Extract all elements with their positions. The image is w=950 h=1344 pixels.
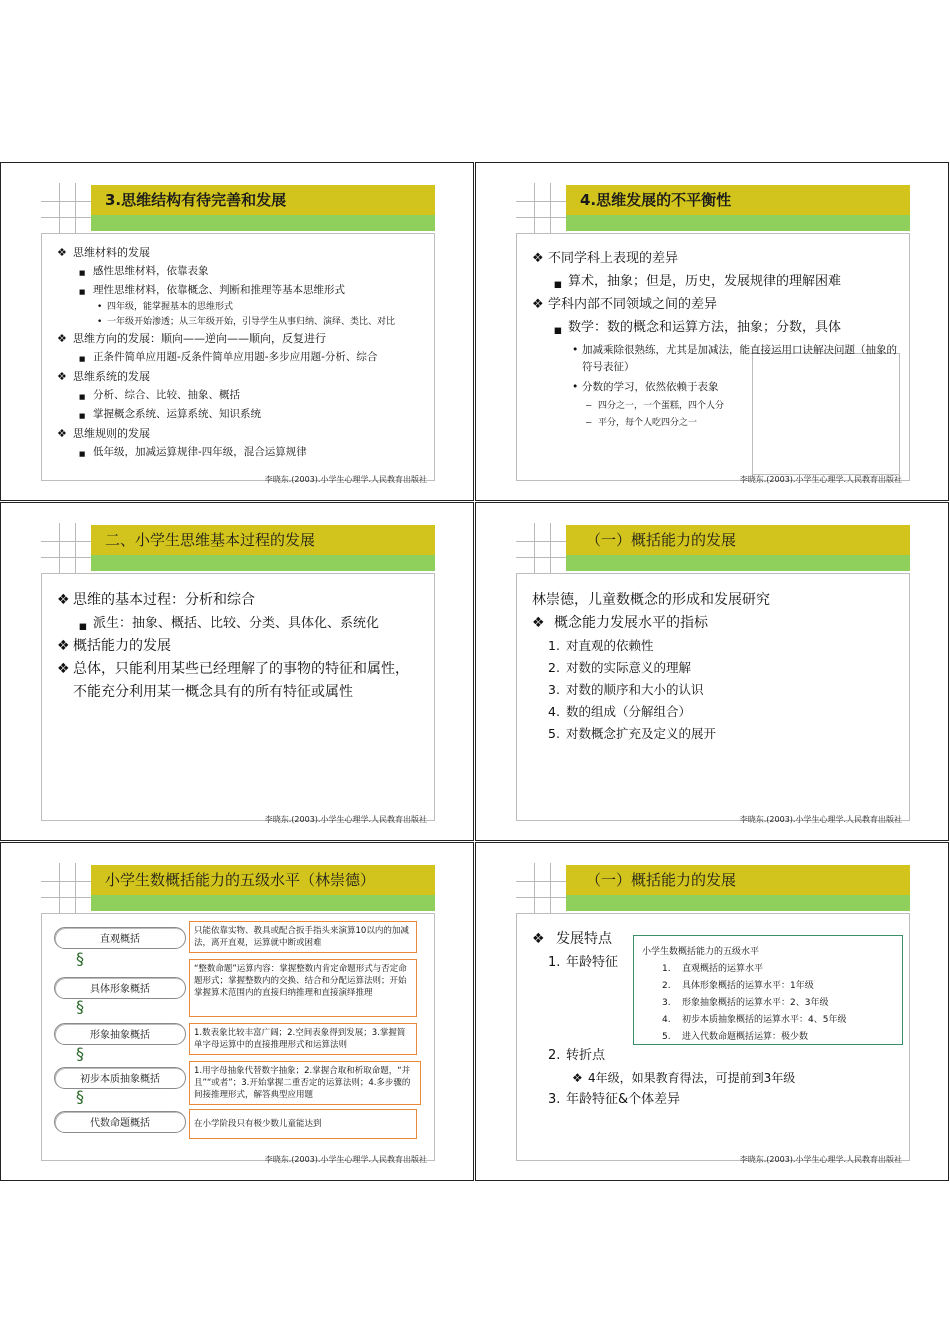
slide-title: （一）概括能力的发展: [586, 871, 737, 889]
accent-bar: [91, 215, 435, 231]
citation-footer: 李晓东.(2003).小学生心理学.人民教育出版社: [264, 815, 427, 824]
slide-body: [532, 589, 902, 745]
bullet: ■ 低年级，加减运算规律-四年级，混合运算规律: [57, 443, 427, 462]
grid-decoration: [41, 863, 93, 915]
slide-title: （一）概括能力的发展: [586, 531, 737, 549]
level-node: 初步本质抽象概括: [54, 1067, 186, 1089]
bullet: – 平分，每个人吃四分之一: [532, 415, 902, 432]
accent-bar: [566, 555, 910, 571]
slide-body: [57, 243, 427, 462]
link-icon: §: [76, 997, 84, 1016]
slide-title: 3.思维结构有待完善和发展: [105, 191, 287, 209]
slide-body: [532, 247, 902, 432]
level-node: 代数命题概括: [54, 1111, 186, 1133]
slide-2: [475, 162, 949, 501]
bullet: • 四年级，能掌握基本的思维形式: [57, 300, 427, 315]
box-item: 2. 具体形象概括的运算水平：1年级: [662, 981, 814, 991]
box-item: 5. 进入代数命题概括运算：极少数: [662, 1032, 809, 1042]
level-description: 1.数表象比较丰富广阔；2.空间表象得到发展；3.掌握简单字母运算中的直接推理形式和运算法则: [189, 1023, 417, 1055]
link-icon: §: [76, 949, 84, 968]
list-item: 1. 对直观的依赖性: [548, 638, 654, 653]
grid-decoration: [516, 183, 568, 235]
bullet: ■ 感性思维材料，依靠表象: [57, 262, 427, 281]
bullet: ❖ 思维方向的发展：顺向——逆向——顺向，反复进行: [57, 329, 427, 348]
note: ❖ 4年级，如果教育得法，可提前到3年级: [572, 1067, 942, 1089]
citation-footer: 李晓东.(2003).小学生心理学.人民教育出版社: [739, 815, 902, 824]
link-icon: §: [76, 1087, 84, 1106]
bullet: ❖ 不同学科上表现的差异: [532, 247, 902, 270]
level-node: 形象抽象概括: [54, 1023, 186, 1045]
link-icon: §: [76, 1044, 84, 1063]
box-item: 4. 初步本质抽象概括的运算水平：4、5年级: [662, 1015, 847, 1025]
bullet: ❖ 思维系统的发展: [57, 367, 427, 386]
box-item: 3. 形象抽象概括的运算水平：2、3年级: [662, 998, 829, 1008]
slide-4: [475, 502, 949, 841]
slide-grid: [0, 162, 950, 1182]
level-description: 1.用字母抽象代替数字抽象；2.掌握合取和析取命题，“并且”“或者”；3.开始掌握二重否定的运算法则；4.多步骤的间接推理形式，解答典型应用题: [189, 1061, 421, 1105]
citation-footer: 李晓东.(2003).小学生心理学.人民教育出版社: [264, 475, 427, 484]
section-head: ❖ 发展特点: [532, 927, 902, 951]
level-description: 只能依靠实物、教具或配合扳手指头来演算10以内的加减法，离开直观，运算就中断或困难: [189, 921, 417, 953]
list-item: 1. 年龄特征: [548, 955, 619, 970]
citation-footer: 李晓东.(2003).小学生心理学.人民教育出版社: [739, 1155, 902, 1164]
bullet: ❖ 学科内部不同领域之间的差异: [532, 293, 902, 316]
level-description: “整数命题”运算内容：掌握整数内肯定命题形式与否定命题形式；掌握整数内的交换、结合和分配运算法则；开始掌握算术范围内的直接归纳推理和直接演绎推理: [189, 959, 417, 1017]
accent-bar: [91, 895, 435, 911]
list-item: 2. 对数的实际意义的理解: [548, 660, 692, 675]
level-node: 直观概括: [54, 927, 186, 949]
slide-title: 4.思维发展的不平衡性: [580, 191, 732, 209]
bullet: ❖ 概括能力的发展: [57, 635, 427, 658]
slide-5: [0, 842, 474, 1181]
intro-text: 林崇德，儿童数概念的形成和发展研究: [532, 592, 770, 608]
bullet: • 分数的学习，依然依赖于表象: [532, 376, 902, 398]
box-title: 小学生数概括能力的五级水平: [642, 947, 760, 957]
grid-decoration: [516, 863, 568, 915]
citation-footer: 李晓东.(2003).小学生心理学.人民教育出版社: [739, 475, 902, 484]
slide-body: [57, 589, 427, 704]
level-node: 具体形象概括: [54, 977, 186, 999]
bullet: – 四分之一，一个蛋糕，四个人分: [532, 398, 902, 415]
bullet: ■ 数学：数的概念和运算方法，抽象；分数，具体: [532, 316, 902, 339]
list-item: 2. 转折点: [548, 1048, 606, 1063]
bullet: ■ 分析、综合、比较、抽象、概括: [57, 386, 427, 405]
slide-title: 小学生数概括能力的五级水平（林崇德）: [105, 871, 376, 889]
slide-title: 二、小学生思维基本过程的发展: [105, 531, 316, 549]
bullet: ■ 掌握概念系统、运算系统、知识系统: [57, 405, 427, 424]
list-item: 3. 年龄特征&个体差异: [548, 1092, 681, 1107]
bullet: ■ 派生：抽象、概括、比较、分类、具体化、系统化: [57, 612, 427, 635]
slide-3: [0, 502, 474, 841]
citation-footer: 李晓东.(2003).小学生心理学.人民教育出版社: [264, 1155, 427, 1164]
list-item: 4. 数的组成（分解组合）: [548, 704, 692, 719]
accent-bar: [566, 215, 910, 231]
grid-decoration: [41, 183, 93, 235]
grid-decoration: [41, 523, 93, 575]
bullet: ❖ 总体，只能利用某些已经理解了的事物的特征和属性，不能充分利用某一概念具有的所有特征或属性: [57, 658, 413, 704]
list-item: 3. 对数的顺序和大小的认识: [548, 682, 704, 697]
level-description: 在小学阶段只有极少数儿童能达到: [189, 1109, 417, 1139]
bullet: ■ 算术，抽象；但是，历史，发展规律的理解困难: [532, 270, 902, 293]
box-item: 1. 直观概括的运算水平: [662, 964, 764, 974]
bullet: ■ 理性思维材料，依靠概念、判断和推理等基本思维形式: [57, 281, 427, 300]
levels-summary-box: [633, 935, 903, 1045]
bullet: ❖ 思维的基本过程：分析和综合: [57, 589, 427, 612]
bullet: • 加减乘除很熟练，尤其是加减法，能直接运用口诀解决问题（抽象的符号表征）: [532, 339, 902, 376]
bullet: ❖ 思维材料的发展: [57, 243, 427, 262]
bullet: ■ 正条件简单应用题-反条件简单应用题-多步应用题-分析、综合: [57, 348, 427, 367]
list-item: 5. 对数概念扩充及定义的展开: [548, 726, 717, 741]
grid-decoration: [516, 523, 568, 575]
accent-bar: [566, 895, 910, 911]
bullet: • 一年级开始渗透；从三年级开始，引导学生从事归纳、演绎、类比、对比: [57, 315, 427, 329]
slide-1: [0, 162, 474, 501]
bullet: ❖ 思维规则的发展: [57, 424, 427, 443]
subhead: ❖ 概念能力发展水平的指标: [532, 612, 902, 635]
slide-6: [475, 842, 949, 1181]
accent-bar: [91, 555, 435, 571]
